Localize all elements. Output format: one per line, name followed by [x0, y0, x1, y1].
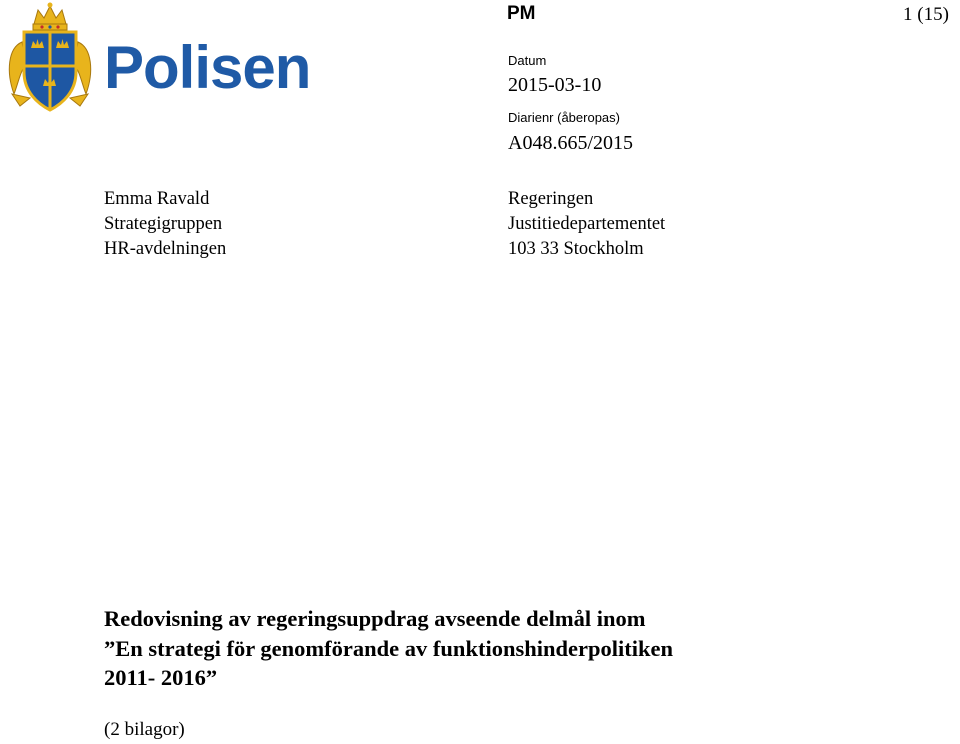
recipient-line: Justitiedepartementet	[508, 214, 666, 234]
diarie-label: Diarienr (åberopas)	[508, 110, 620, 125]
title-line: Redovisning av regeringsuppdrag avseende delmål inom	[104, 606, 646, 631]
date-label: Datum	[508, 53, 547, 68]
logo-emblem	[4, 2, 96, 114]
sender-name: Emma Ravald	[104, 189, 210, 209]
title-line: 2011- 2016”	[104, 665, 218, 690]
document-title	[104, 604, 673, 693]
recipient-line: Regeringen	[508, 189, 594, 209]
recipient-block	[508, 187, 665, 262]
title-line: ”En strategi för genomförande av funktionshinderpolitiken	[104, 635, 674, 661]
diarie-value: A048.665/2015	[508, 132, 633, 154]
page-number: 1 (15)	[903, 4, 949, 25]
swedish-police-crest-icon	[4, 2, 96, 114]
recipient-line: 103 33 Stockholm	[508, 239, 644, 259]
attachments-note: (2 bilagor)	[104, 719, 185, 740]
sender-department: HR-avdelningen	[104, 239, 227, 259]
sender-block	[104, 187, 226, 262]
document-type: PM	[507, 3, 536, 24]
date-value: 2015-03-10	[508, 74, 602, 96]
sender-group: Strategigruppen	[104, 214, 223, 234]
logo-wordmark: Polisen	[104, 34, 311, 101]
